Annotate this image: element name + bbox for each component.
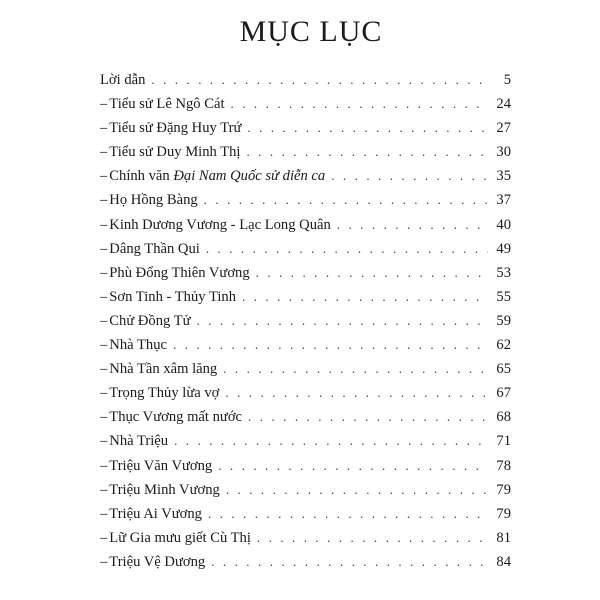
toc-entry-text: Tiểu sử Duy Minh Thị [109, 144, 241, 161]
dot-leader [231, 92, 488, 116]
toc-entry-dash: – [100, 240, 108, 257]
toc-entry-italic-title: Đại Nam Quốc sử diễn ca [173, 168, 326, 185]
toc-entry-dash: – [100, 216, 108, 233]
toc-entry [100, 381, 511, 405]
toc-entry-text: Tiểu sử Đặng Huy Trứ [109, 120, 242, 137]
toc-page-number: 84 [496, 553, 511, 570]
toc-entry-label [100, 478, 220, 502]
dot-leader [174, 429, 488, 453]
dot-leader [248, 405, 488, 429]
dot-leader [246, 140, 488, 164]
toc-entry [100, 92, 511, 116]
toc-entry-text: Triệu Ai Vương [109, 505, 202, 522]
toc-entry-label [100, 116, 241, 140]
dot-leader [173, 333, 488, 357]
toc-page-number: 78 [496, 457, 511, 474]
toc-entry [100, 429, 511, 453]
toc-entry-text: Trọng Thủy lừa vợ [109, 385, 220, 402]
toc-entry-label [100, 405, 242, 429]
toc-entry [100, 237, 511, 261]
toc-entry-dash: – [100, 409, 108, 426]
toc-entry [100, 526, 511, 550]
toc-entry-dash: – [100, 337, 108, 354]
dot-leader [211, 550, 488, 574]
toc-entry-label [100, 526, 251, 550]
toc-entry-dash: – [100, 457, 108, 474]
toc-entry-text: Lữ Gia mưu giết Cù Thị [109, 529, 251, 546]
dot-leader [247, 116, 488, 140]
toc-entry [100, 309, 511, 333]
toc-entry-dash: – [100, 168, 108, 185]
toc-entry [100, 357, 511, 381]
toc-entry [100, 68, 511, 92]
toc-page-number: 49 [496, 240, 511, 257]
dot-leader [151, 68, 488, 92]
toc-entry-label [100, 285, 236, 309]
toc-entry-dash: – [100, 553, 108, 570]
toc-entry-dash: – [100, 481, 108, 498]
dot-leader [242, 285, 488, 309]
toc-page-number: 5 [503, 72, 511, 88]
toc-entry-text: Sơn Tinh - Thủy Tinh [109, 288, 236, 305]
toc-entry-label [100, 550, 205, 574]
dot-leader [337, 213, 488, 237]
dot-leader [206, 237, 488, 261]
toc-entry-dash: – [100, 264, 108, 281]
toc-entry [100, 478, 511, 502]
toc-entry-dash: – [100, 192, 108, 209]
dot-leader [223, 357, 488, 381]
toc-page-number: 79 [496, 481, 511, 498]
toc-entry-text: Lời dẫn [100, 72, 146, 88]
toc-entry [100, 116, 511, 140]
toc-entry-text: Họ Hồng Bàng [109, 192, 198, 209]
toc-entry-label [100, 333, 167, 357]
toc-entry [100, 502, 511, 526]
toc-entry-dash: – [100, 529, 108, 546]
toc-entry-text: Chính văn [109, 168, 174, 185]
toc-entry-dash: – [100, 120, 108, 137]
toc-page-number: 65 [496, 361, 511, 378]
toc-entry-text: Thục Vương mất nước [109, 409, 243, 426]
toc-page-number: 27 [496, 120, 511, 137]
toc-entry [100, 454, 511, 478]
toc-entry-text: Triệu Vệ Dương [109, 553, 206, 570]
toc-entry [100, 164, 511, 188]
toc-entry [100, 213, 511, 237]
dot-leader [226, 478, 488, 502]
toc-page-number: 24 [496, 96, 511, 113]
toc-entry [100, 140, 511, 164]
toc-entry-label [100, 261, 250, 285]
toc-entry-label [100, 188, 198, 212]
toc-entry-text: Triệu Minh Vương [109, 481, 220, 498]
dot-leader [204, 188, 488, 212]
toc-entry-text: Dâng Thần Qui [109, 240, 200, 257]
toc-entry [100, 285, 511, 309]
toc-page-number: 40 [496, 216, 511, 233]
table-of-contents [100, 68, 511, 574]
toc-entry-dash: – [100, 385, 108, 402]
toc-entry-text: Tiểu sử Lê Ngô Cát [109, 96, 225, 113]
dot-leader [208, 502, 488, 526]
toc-entry-label [100, 381, 219, 405]
toc-entry-label [100, 164, 325, 188]
toc-entry-text: Nhà Triệu [109, 433, 169, 450]
toc-entry-label [100, 309, 191, 333]
toc-entry-dash: – [100, 433, 108, 450]
toc-page-number: 53 [496, 264, 511, 281]
dot-leader [218, 454, 488, 478]
toc-page-number: 81 [496, 529, 511, 546]
toc-entry-text: Phù Đổng Thiên Vương [109, 264, 250, 281]
toc-page-number: 71 [496, 433, 511, 450]
toc-entry-text: Nhà Thục [109, 337, 167, 354]
toc-entry-dash: – [100, 144, 108, 161]
toc-entry [100, 261, 511, 285]
toc-entry-text: Nhà Tần xâm lăng [109, 361, 218, 378]
toc-page-number: 62 [496, 337, 511, 354]
page-title: MỤC LỤC [239, 15, 383, 48]
toc-entry-dash: – [100, 361, 108, 378]
toc-entry-dash: – [100, 96, 108, 113]
toc-entry-text: Kinh Dương Vương - Lạc Long Quân [109, 216, 331, 233]
toc-entry-dash: – [100, 288, 108, 305]
toc-entry-label [100, 140, 240, 164]
dot-leader [197, 309, 488, 333]
toc-entry [100, 550, 511, 574]
toc-page-number: 35 [496, 168, 511, 185]
dot-leader [225, 381, 488, 405]
toc-entry [100, 405, 511, 429]
toc-entry-label [100, 68, 145, 92]
toc-page-number: 37 [496, 192, 511, 209]
toc-page-number: 68 [496, 409, 511, 426]
toc-entry-text: Triệu Văn Vương [109, 457, 213, 474]
dot-leader [256, 261, 488, 285]
dot-leader [331, 164, 488, 188]
toc-entry-label [100, 429, 168, 453]
toc-entry-label [100, 454, 212, 478]
toc-entry-text: Chử Đồng Tử [109, 312, 191, 329]
toc-entry-label [100, 92, 225, 116]
toc-entry-dash: – [100, 312, 108, 329]
toc-entry [100, 188, 511, 212]
toc-entry-label [100, 502, 202, 526]
toc-page-number: 79 [496, 505, 511, 522]
toc-page-number: 30 [496, 144, 511, 161]
toc-page-number: 67 [496, 385, 511, 402]
toc-entry-label [100, 237, 200, 261]
toc-page-number: 59 [496, 312, 511, 329]
toc-entry [100, 333, 511, 357]
toc-entry-dash: – [100, 505, 108, 522]
toc-entry-label [100, 213, 331, 237]
toc-entry-label [100, 357, 217, 381]
dot-leader [257, 526, 488, 550]
toc-page-number: 55 [496, 288, 511, 305]
